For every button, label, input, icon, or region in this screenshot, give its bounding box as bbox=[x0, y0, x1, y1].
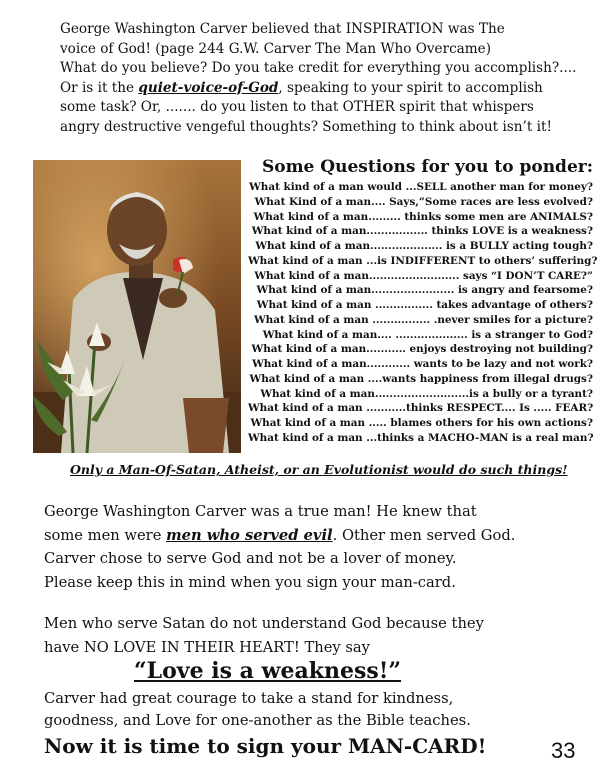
question-item: What kind of a man ....wants happiness from illegal drugs? bbox=[249, 372, 593, 385]
question-item: What kind of a man......................... says “I DON’T CARE?” bbox=[254, 269, 593, 282]
question-item: What Kind of a man.... Says,”Some races are less evolved? bbox=[254, 195, 593, 208]
body-text: . Other men served God. bbox=[332, 526, 516, 544]
question-item: What kind of a man ................ takes advantage of others? bbox=[256, 299, 593, 311]
final-call-to-action: Now it is time to sign your MAN-CARD! bbox=[44, 734, 487, 758]
question-item: What kind of a man ...is INDIFFERENT to others’ suffering? bbox=[248, 254, 598, 267]
body-line: Carver chose to serve God and not be a lover of money. bbox=[44, 550, 457, 567]
carver-paragraph bbox=[44, 500, 584, 594]
intro-text: Or is it the bbox=[60, 79, 139, 96]
body-line: Men who serve Satan do not understand God because they bbox=[44, 615, 484, 632]
question-item: What kind of a man.... .................... is a stranger to God? bbox=[262, 328, 593, 341]
body-line: Please keep this in mind when you sign your man-card. bbox=[44, 573, 456, 591]
love-quote: “Love is a weakness!” bbox=[134, 658, 402, 684]
intro-line: What do you believe? Do you take credit for everything you accomplish?.... bbox=[60, 60, 577, 76]
question-item: What kind of a man........... enjoys destroying not building? bbox=[251, 343, 593, 356]
question-item: What kind of a man.................... is a BULLY acting tough? bbox=[255, 240, 593, 252]
quiet-voice-emphasis: quiet-voice-of-God bbox=[138, 79, 279, 96]
page-number: 33 bbox=[551, 738, 576, 763]
question-item: What kind of a man............ wants to be lazy and not work? bbox=[252, 358, 593, 370]
intro-line: voice of God! (page 244 G.W. Carver The Man Who Overcame) bbox=[60, 40, 492, 57]
body-line bbox=[44, 524, 584, 548]
question-item: What kind of a man ................ .never smiles for a picture? bbox=[254, 313, 593, 326]
question-item: What kind of a man would ...SELL another man for money? bbox=[249, 181, 593, 193]
body-line: have NO LOVE IN THEIR HEART! They say bbox=[44, 638, 370, 656]
questions-list bbox=[248, 156, 598, 446]
question-item: What kind of a man ...thinks a MACHO-MAN is a real man? bbox=[248, 431, 594, 444]
question-item: What kind of a man ..... blames others for his own actions? bbox=[250, 417, 593, 429]
disclaimer-line: Only a Man-Of-Satan, Atheist, or an Evolutionist would do such things! bbox=[70, 462, 568, 477]
question-item: What kind of a man ...........thinks RESPECT.... Is ..... FEAR? bbox=[248, 402, 594, 415]
questions-title: Some Questions for you to ponder: bbox=[261, 157, 593, 177]
carver-painting-image bbox=[33, 160, 241, 453]
body-line: George Washington Carver was a true man! He knew that bbox=[44, 503, 477, 520]
intro-line: angry destructive vengeful thoughts? Something to think about isn’t it! bbox=[60, 118, 552, 135]
intro-line bbox=[60, 79, 605, 99]
body-line: goodness, and Love for one-another as the Bible teaches. bbox=[44, 712, 471, 729]
intro-line: George Washington Carver believed that INSPIRATION was The bbox=[60, 21, 505, 37]
carver-painting bbox=[33, 160, 241, 453]
question-item: What kind of a man..........................is a bully or a tyrant? bbox=[260, 387, 593, 400]
satan-paragraph bbox=[44, 612, 584, 659]
body-line: Carver had great courage to take a stand for kindness, bbox=[44, 690, 454, 707]
question-item: What kind of a man....................... is angry and fearsome? bbox=[256, 284, 593, 297]
intro-paragraph bbox=[60, 20, 605, 137]
served-evil-emphasis: men who served evil bbox=[166, 526, 333, 544]
intro-line: some task? Or, ....... do you listen to that OTHER spirit that whispers bbox=[60, 99, 534, 115]
body-text: some men were bbox=[44, 526, 167, 544]
courage-paragraph bbox=[44, 688, 584, 732]
question-item: What kind of a man................. thinks LOVE is a weakness? bbox=[251, 225, 593, 238]
question-item: What kind of a man......... thinks some men are ANIMALS? bbox=[253, 210, 593, 223]
intro-text: , speaking to your spirit to accomplish bbox=[278, 79, 543, 96]
